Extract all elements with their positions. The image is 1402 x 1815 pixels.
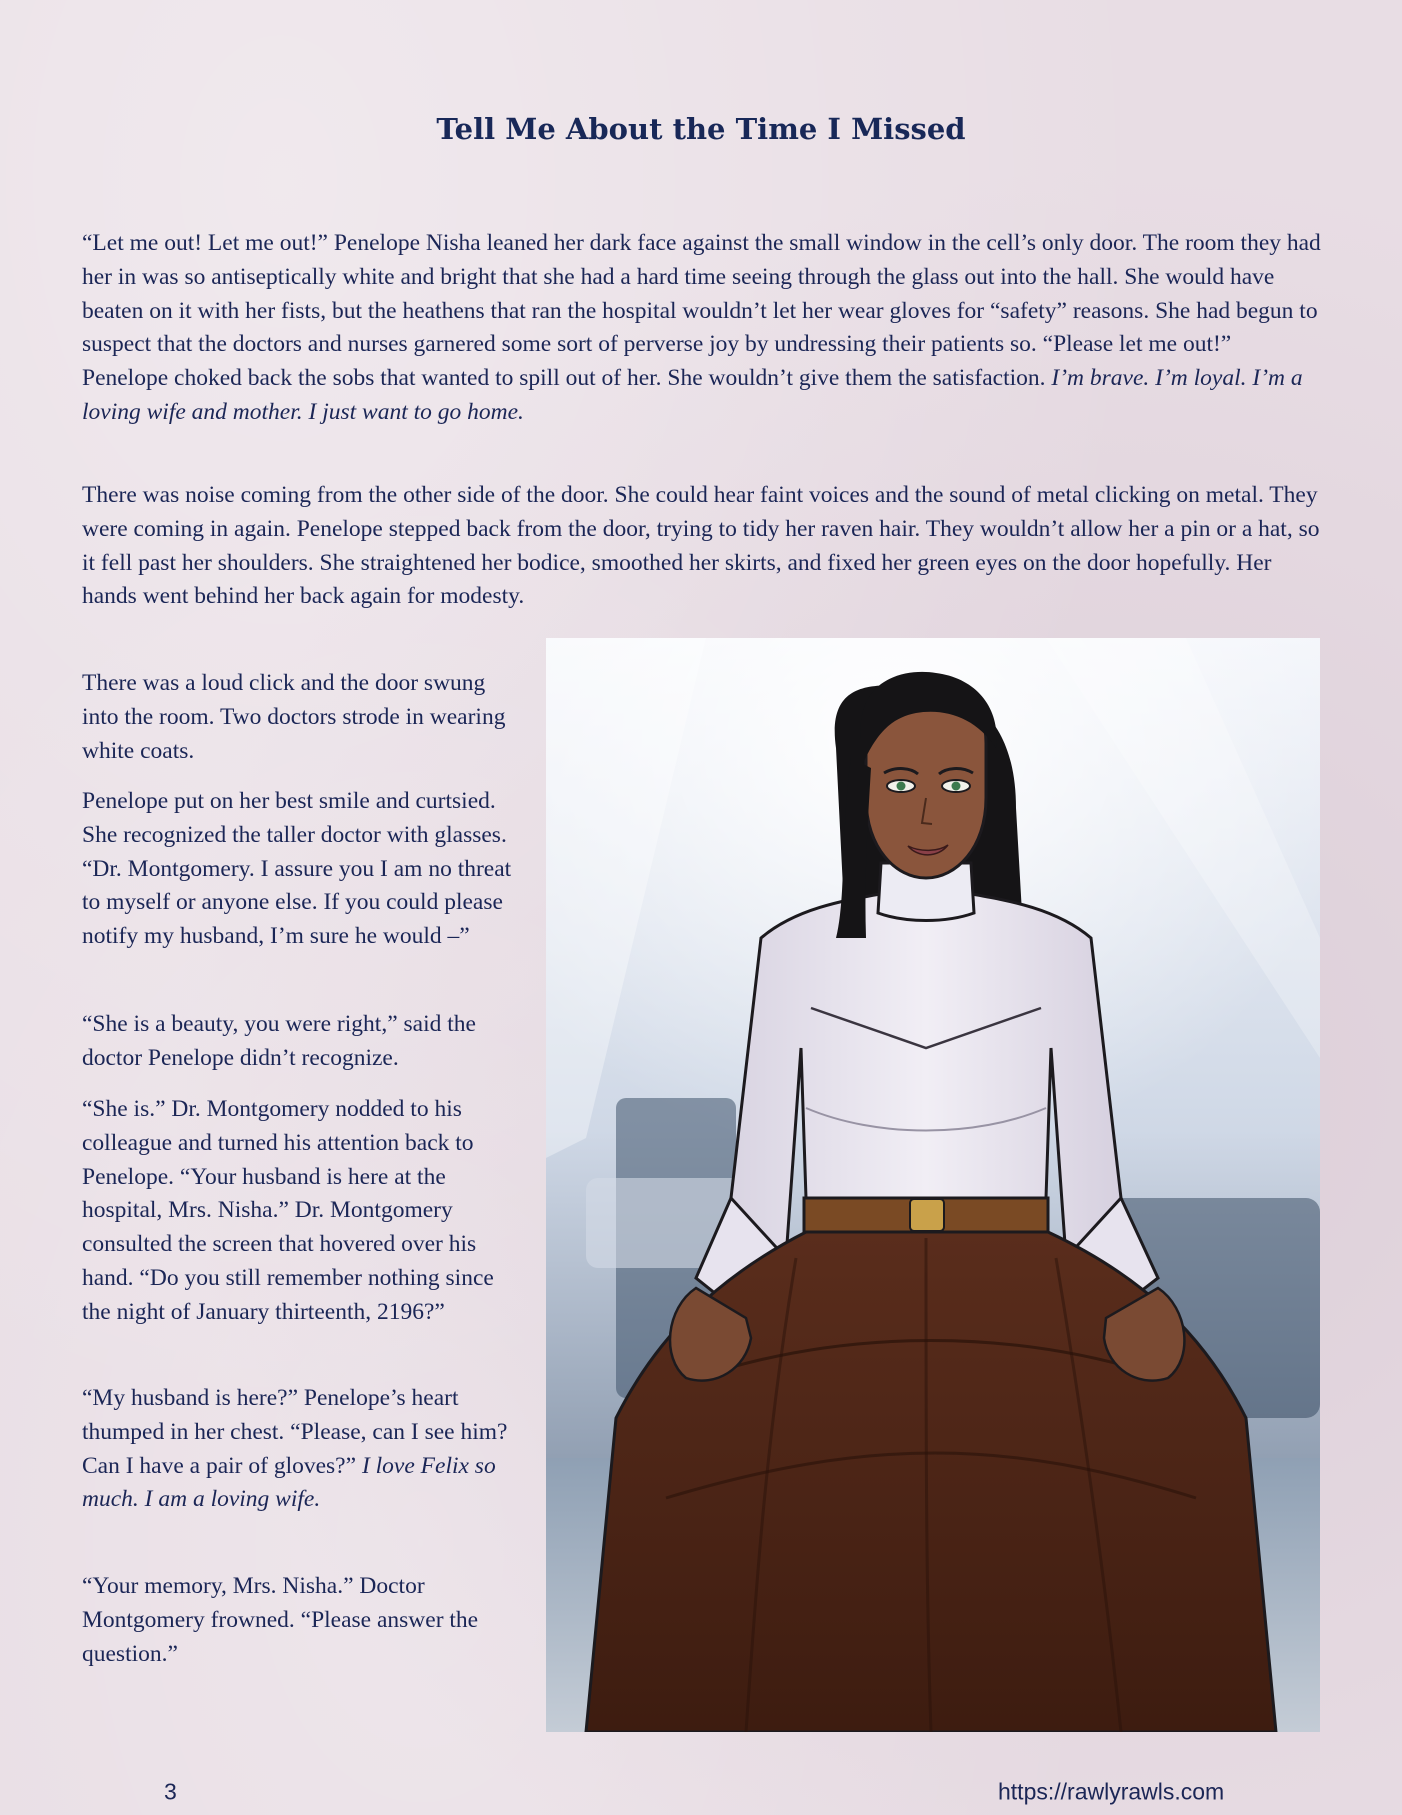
- website-link[interactable]: https://rawlyrawls.com: [998, 1778, 1225, 1805]
- paragraph-4: Penelope put on her best smile and curtsied. She recognized the taller doctor with glasses. “Dr. Montgomery. I assure you I am no threat to myself or anyone else. If you could please notify my husband, I’m sure he would –”: [82, 788, 512, 950]
- paragraph-7: [82, 1382, 522, 1517]
- paragraph-6: “She is.” Dr. Montgomery nodded to his colleague and turned his attention back to Penelope. “Your husband is here at the hospital, Mrs. Nisha.” Dr. Montgomery consulted the screen that hovered over his hand. “Do you still remember nothing since the night of January thirteenth, 2196?”: [82, 1096, 494, 1325]
- paragraph-7-italic-thought: I love Felix so much. I am a loving wife.: [82, 1452, 496, 1513]
- paragraph-2: There was noise coming from the other side of the door. She could hear faint voices and the sound of metal clicking on metal. They were coming in again. Penelope stepped back from the door, trying to tidy her raven hair. They wouldn’t allow her a pin or a hat, so it fell past her shoulders. She straightened her bodice, smoothed her skirts, and fixed her green eyes on the door hopefully. Her hands went behind her back again for modesty.: [82, 482, 1320, 610]
- paragraph-3: There was a loud click and the door swung into the room. Two doctors strode in wearing white coats.: [82, 670, 506, 764]
- paragraph-8: “Your memory, Mrs. Nisha.” Doctor Montgomery frowned. “Please answer the question.”: [82, 1573, 479, 1667]
- paragraph-1: [82, 227, 1322, 430]
- paragraph-7-text: “My husband is here?” Penelope’s heart thumped in her chest. “Please, can I see him? Can I have a pair of gloves?”: [82, 1385, 508, 1479]
- page-number: 3: [164, 1778, 177, 1805]
- paragraph-1-text: “Let me out! Let me out!” Penelope Nisha leaned her dark face against the small window in the cell’s only door. The room they had her in was so antiseptically white and bright that she had a hard time seeing through the glass out into the hall. She would have beaten on it with her fists, but the heathens that ran the hospital wouldn’t let her wear gloves for “safety” reasons. She had begun to suspect that the doctors and nurses garnered some sort of perverse joy by undressing their patients so. “Please let me out!” Penelope choked back the sobs that wanted to spill out of her. She wouldn’t give them the satisfaction.: [82, 230, 1321, 392]
- story-title: Tell Me About the Time I Missed: [436, 112, 966, 146]
- paragraph-1-italic-thought: I’m brave. I’m loyal. I’m a loving wife and mother. I just want to go home.: [82, 365, 1303, 425]
- character-illustration: [546, 638, 1320, 1732]
- paragraph-5: “She is a beauty, you were right,” said the doctor Penelope didn’t recognize.: [82, 1011, 476, 1071]
